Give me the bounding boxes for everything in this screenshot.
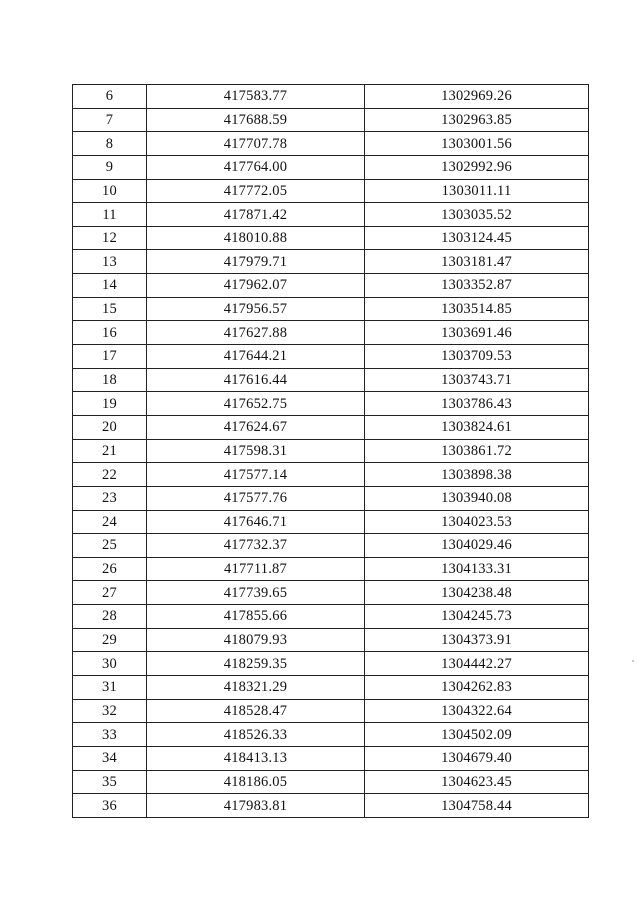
point-number-cell: 16: [73, 321, 147, 345]
table-row: [73, 794, 589, 818]
scan-speck: [632, 660, 634, 662]
y-coordinate-cell: 1304262.83: [365, 676, 589, 700]
point-number-cell: 29: [73, 628, 147, 652]
table-row: [73, 723, 589, 747]
x-coordinate-cell: 418413.13: [147, 746, 365, 770]
y-coordinate-cell: 1304679.40: [365, 746, 589, 770]
table-row: [73, 392, 589, 416]
x-coordinate-cell: 417772.05: [147, 179, 365, 203]
table-row: [73, 463, 589, 487]
point-number-cell: 24: [73, 510, 147, 534]
y-coordinate-cell: 1304373.91: [365, 628, 589, 652]
y-coordinate-cell: 1302963.85: [365, 108, 589, 132]
table-row: [73, 132, 589, 156]
x-coordinate-cell: 417583.77: [147, 85, 365, 109]
x-coordinate-cell: 418321.29: [147, 676, 365, 700]
table-row: [73, 250, 589, 274]
point-number-cell: 8: [73, 132, 147, 156]
y-coordinate-cell: 1303940.08: [365, 486, 589, 510]
x-coordinate-cell: 417577.76: [147, 486, 365, 510]
point-number-cell: 18: [73, 368, 147, 392]
table-row: [73, 368, 589, 392]
point-number-cell: 21: [73, 439, 147, 463]
point-number-cell: 36: [73, 794, 147, 818]
point-number-cell: 9: [73, 155, 147, 179]
x-coordinate-cell: 417616.44: [147, 368, 365, 392]
point-number-cell: 14: [73, 274, 147, 298]
y-coordinate-cell: 1303011.11: [365, 179, 589, 203]
y-coordinate-cell: 1303001.56: [365, 132, 589, 156]
point-number-cell: 6: [73, 85, 147, 109]
coordinate-table: [72, 84, 589, 818]
x-coordinate-cell: 418528.47: [147, 699, 365, 723]
table-row: [73, 274, 589, 298]
y-coordinate-cell: 1304133.31: [365, 557, 589, 581]
table-row: [73, 108, 589, 132]
x-coordinate-cell: 417598.31: [147, 439, 365, 463]
x-coordinate-cell: 417764.00: [147, 155, 365, 179]
y-coordinate-cell: 1302969.26: [365, 85, 589, 109]
x-coordinate-cell: 417646.71: [147, 510, 365, 534]
table-row: [73, 770, 589, 794]
x-coordinate-cell: 417624.67: [147, 415, 365, 439]
table-row: [73, 226, 589, 250]
y-coordinate-cell: 1303514.85: [365, 297, 589, 321]
point-number-cell: 26: [73, 557, 147, 581]
y-coordinate-cell: 1303035.52: [365, 203, 589, 227]
point-number-cell: 30: [73, 652, 147, 676]
point-number-cell: 20: [73, 415, 147, 439]
table-row: [73, 321, 589, 345]
point-number-cell: 28: [73, 605, 147, 629]
y-coordinate-cell: 1304238.48: [365, 581, 589, 605]
x-coordinate-cell: 417627.88: [147, 321, 365, 345]
point-number-cell: 33: [73, 723, 147, 747]
x-coordinate-cell: 418526.33: [147, 723, 365, 747]
x-coordinate-cell: 417871.42: [147, 203, 365, 227]
point-number-cell: 11: [73, 203, 147, 227]
point-number-cell: 19: [73, 392, 147, 416]
table-row: [73, 652, 589, 676]
x-coordinate-cell: 417644.21: [147, 345, 365, 369]
table-row: [73, 534, 589, 558]
coordinate-table-body: [73, 85, 589, 818]
table-row: [73, 85, 589, 109]
y-coordinate-cell: 1303709.53: [365, 345, 589, 369]
y-coordinate-cell: 1304758.44: [365, 794, 589, 818]
y-coordinate-cell: 1303824.61: [365, 415, 589, 439]
point-number-cell: 13: [73, 250, 147, 274]
y-coordinate-cell: 1303124.45: [365, 226, 589, 250]
y-coordinate-cell: 1304245.73: [365, 605, 589, 629]
point-number-cell: 12: [73, 226, 147, 250]
x-coordinate-cell: 417577.14: [147, 463, 365, 487]
point-number-cell: 32: [73, 699, 147, 723]
x-coordinate-cell: 417855.66: [147, 605, 365, 629]
point-number-cell: 27: [73, 581, 147, 605]
table-row: [73, 345, 589, 369]
point-number-cell: 31: [73, 676, 147, 700]
table-row: [73, 486, 589, 510]
table-row: [73, 155, 589, 179]
x-coordinate-cell: 417711.87: [147, 557, 365, 581]
y-coordinate-cell: 1303861.72: [365, 439, 589, 463]
point-number-cell: 15: [73, 297, 147, 321]
x-coordinate-cell: 418079.93: [147, 628, 365, 652]
y-coordinate-cell: 1303898.38: [365, 463, 589, 487]
table-row: [73, 203, 589, 227]
x-coordinate-cell: 417739.65: [147, 581, 365, 605]
x-coordinate-cell: 418186.05: [147, 770, 365, 794]
y-coordinate-cell: 1303786.43: [365, 392, 589, 416]
x-coordinate-cell: 417979.71: [147, 250, 365, 274]
table-row: [73, 415, 589, 439]
table-row: [73, 699, 589, 723]
point-number-cell: 10: [73, 179, 147, 203]
y-coordinate-cell: 1304442.27: [365, 652, 589, 676]
point-number-cell: 35: [73, 770, 147, 794]
y-coordinate-cell: 1302992.96: [365, 155, 589, 179]
x-coordinate-cell: 417707.78: [147, 132, 365, 156]
point-number-cell: 17: [73, 345, 147, 369]
x-coordinate-cell: 417962.07: [147, 274, 365, 298]
x-coordinate-cell: 417732.37: [147, 534, 365, 558]
table-row: [73, 746, 589, 770]
y-coordinate-cell: 1304322.64: [365, 699, 589, 723]
table-row: [73, 581, 589, 605]
point-number-cell: 34: [73, 746, 147, 770]
table-row: [73, 605, 589, 629]
y-coordinate-cell: 1304502.09: [365, 723, 589, 747]
x-coordinate-cell: 418259.35: [147, 652, 365, 676]
x-coordinate-cell: 417983.81: [147, 794, 365, 818]
y-coordinate-cell: 1304023.53: [365, 510, 589, 534]
table-row: [73, 179, 589, 203]
x-coordinate-cell: 417652.75: [147, 392, 365, 416]
table-row: [73, 510, 589, 534]
table-row: [73, 297, 589, 321]
y-coordinate-cell: 1304029.46: [365, 534, 589, 558]
point-number-cell: 22: [73, 463, 147, 487]
point-number-cell: 7: [73, 108, 147, 132]
y-coordinate-cell: 1304623.45: [365, 770, 589, 794]
y-coordinate-cell: 1303352.87: [365, 274, 589, 298]
x-coordinate-cell: 417956.57: [147, 297, 365, 321]
table-row: [73, 557, 589, 581]
y-coordinate-cell: 1303181.47: [365, 250, 589, 274]
table-row: [73, 439, 589, 463]
x-coordinate-cell: 417688.59: [147, 108, 365, 132]
point-number-cell: 25: [73, 534, 147, 558]
point-number-cell: 23: [73, 486, 147, 510]
table-row: [73, 676, 589, 700]
x-coordinate-cell: 418010.88: [147, 226, 365, 250]
y-coordinate-cell: 1303743.71: [365, 368, 589, 392]
y-coordinate-cell: 1303691.46: [365, 321, 589, 345]
table-row: [73, 628, 589, 652]
